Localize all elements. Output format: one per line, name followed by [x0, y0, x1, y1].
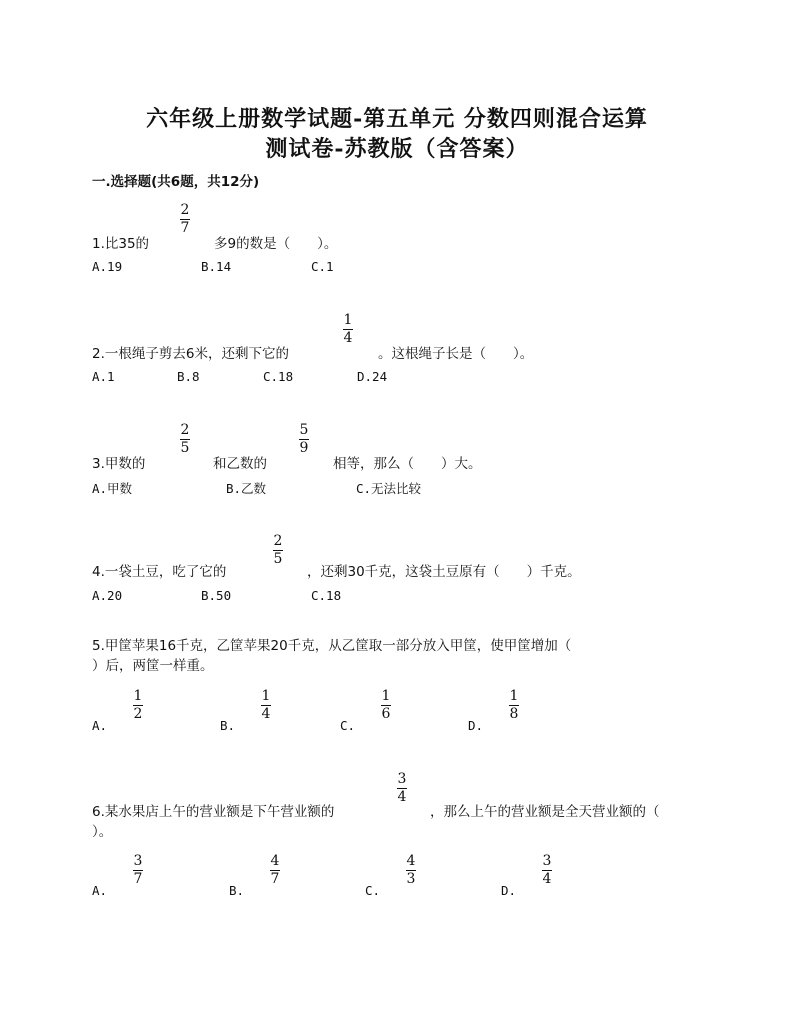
question-6-text-line2: ）。: [92, 824, 113, 840]
question-1-fraction: [173, 202, 197, 236]
fraction-numerator: 1: [261, 688, 271, 704]
fraction-denominator: 8: [509, 706, 519, 722]
question-4-text-b: ，还剩30千克，这袋土豆原有（ ）千克。: [307, 564, 581, 580]
question-3-option-a[interactable]: A.甲数: [92, 481, 133, 496]
fraction-numerator: 1: [381, 688, 391, 704]
fraction-denominator: 4: [542, 871, 552, 887]
fraction-denominator: 7: [133, 871, 143, 887]
question-2-option-a[interactable]: A.1: [92, 369, 115, 384]
question-1-text-b: 多9的数是（ ）。: [214, 236, 338, 252]
fraction-denominator: 7: [180, 220, 190, 236]
question-6-option-a[interactable]: A.: [92, 883, 108, 898]
fraction-numerator: 3: [133, 853, 143, 869]
question-5-text-line2: ）后，两筐一样重。: [92, 658, 214, 674]
fraction-numerator: 2: [273, 533, 283, 549]
fraction-numerator: 5: [299, 422, 309, 438]
fraction-denominator: 4: [343, 330, 353, 346]
fraction-numerator: 2: [180, 202, 190, 218]
fraction-denominator: 9: [299, 440, 309, 456]
question-2-option-b[interactable]: B.8: [177, 369, 200, 384]
fraction-numerator: 1: [133, 688, 143, 704]
question-6-text-a: 6.某水果店上午的营业额是下午营业额的: [92, 804, 335, 820]
question-2-text-b: 。这根绳子长是（ ）。: [378, 346, 534, 362]
question-2-option-d[interactable]: D.24: [357, 369, 388, 384]
fraction-denominator: 3: [406, 871, 416, 887]
question-4-text-a: 4.一袋土豆，吃了它的: [92, 564, 227, 580]
question-5-option-a-fraction: [126, 688, 150, 722]
fraction-numerator: 1: [343, 312, 353, 328]
question-5-option-b[interactable]: B.: [220, 718, 236, 733]
fraction-numerator: 1: [509, 688, 519, 704]
question-5-option-d-fraction: [502, 688, 526, 722]
question-2-fraction: [336, 312, 360, 346]
question-6-option-b-fraction: [263, 853, 287, 887]
question-6-option-c-fraction: [399, 853, 423, 887]
question-4-option-b[interactable]: B.50: [201, 588, 232, 603]
fraction-denominator: 7: [270, 871, 280, 887]
question-3-fraction-2: [292, 422, 316, 456]
question-6-fraction: [390, 771, 414, 805]
question-4-option-c[interactable]: C.18: [311, 588, 342, 603]
fraction-numerator: 4: [406, 853, 416, 869]
fraction-denominator: 6: [381, 706, 391, 722]
question-5-text-line1: 5.甲筐苹果16千克，乙筐苹果20千克，从乙筐取一部分放入甲筐，使甲筐增加（: [92, 638, 572, 654]
question-6-option-d-fraction: [535, 853, 559, 887]
question-2-option-c[interactable]: C.18: [263, 369, 294, 384]
question-4-option-a[interactable]: A.20: [92, 588, 123, 603]
fraction-numerator: 2: [180, 422, 190, 438]
question-6-option-a-fraction: [126, 853, 150, 887]
question-5-option-a[interactable]: A.: [92, 718, 108, 733]
fraction-numerator: 4: [270, 853, 280, 869]
fraction-numerator: 3: [397, 771, 407, 787]
question-5-option-d[interactable]: D.: [468, 718, 484, 733]
question-3-text-b: 和乙数的: [213, 456, 267, 472]
question-1-option-b[interactable]: B.14: [201, 259, 232, 274]
question-3-fraction-1: [173, 422, 197, 456]
section-heading: 一.选择题(共6题，共12分): [92, 174, 260, 190]
exam-title-line1: 六年级上册数学试题-第五单元 分数四则混合运算: [146, 106, 648, 132]
question-1-option-c[interactable]: C.1: [311, 259, 334, 274]
question-5-option-c-fraction: [374, 688, 398, 722]
question-3-text-c: 相等，那么（ ）大。: [333, 456, 482, 472]
question-6-option-d[interactable]: D.: [501, 883, 517, 898]
fraction-denominator: 4: [397, 789, 407, 805]
question-2-text-a: 2.一根绳子剪去6米，还剩下它的: [92, 346, 289, 362]
question-3-text-a: 3.甲数的: [92, 456, 146, 472]
fraction-numerator: 3: [542, 853, 552, 869]
fraction-denominator: 5: [180, 440, 190, 456]
question-6-option-b[interactable]: B.: [229, 883, 245, 898]
question-1-option-a[interactable]: A.19: [92, 259, 123, 274]
question-6-option-c[interactable]: C.: [365, 883, 381, 898]
fraction-denominator: 5: [273, 551, 283, 567]
question-3-option-b[interactable]: B.乙数: [226, 481, 267, 496]
question-5-option-b-fraction: [254, 688, 278, 722]
fraction-denominator: 4: [261, 706, 271, 722]
fraction-denominator: 2: [133, 706, 143, 722]
question-5-option-c[interactable]: C.: [340, 718, 356, 733]
question-6-text-b: ，那么上午的营业额是全天营业额的（: [430, 804, 660, 820]
question-1-text-a: 1.比35的: [92, 236, 150, 252]
question-4-fraction: [266, 533, 290, 567]
question-3-option-c[interactable]: C.无法比较: [356, 481, 422, 496]
exam-title-line2: 测试卷-苏教版（含答案）: [265, 136, 529, 162]
